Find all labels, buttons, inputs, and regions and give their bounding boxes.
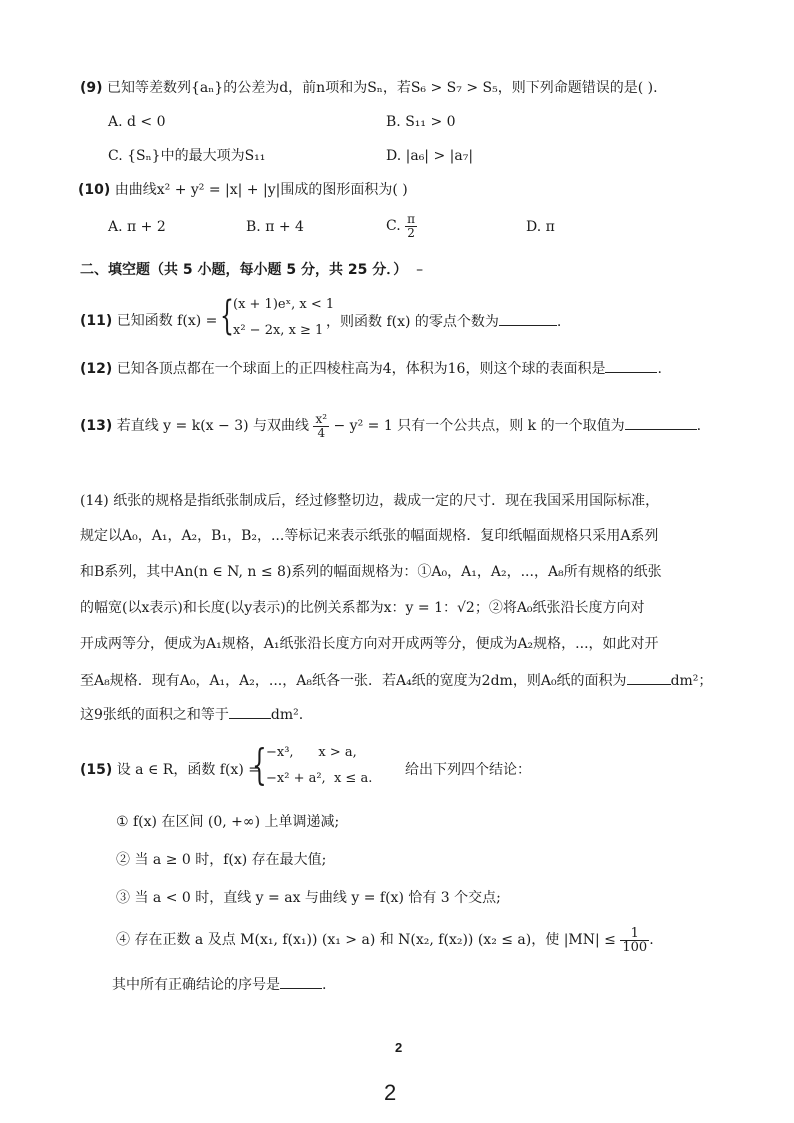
q13-answer-blank[interactable] [625, 415, 697, 430]
q14-line-7-text: 这9张纸的面积之和等于 [80, 707, 229, 723]
page-number-small: 2 [395, 1040, 403, 1055]
q10-option-c-fraction [405, 213, 417, 240]
q15-answer-blank[interactable] [280, 974, 322, 989]
q15-final [112, 974, 326, 995]
q15-c4-text: ④ 存在正数 a 及点 M(x₁, f(x₁)) (x₁ > a) 和 N(x₂, f(x₂)) (x₂ ≤ a)，使 |MN| ≤ [116, 932, 616, 948]
q15-case-1: −x³, x > a, [266, 745, 357, 760]
q10-stem-line [78, 180, 408, 200]
q11-tail [326, 311, 561, 332]
q10-c-denominator: 2 [407, 225, 415, 240]
q14-line-1: (14) 纸张的规格是指纸张制成后，经过修整切边，裁成一定的尺寸．现在我国采用国际标准， [80, 493, 660, 509]
q15-post: 给出下列四个结论： [405, 762, 531, 778]
q10-c-numerator: π [407, 211, 416, 226]
q10-option-b: B. π + 4 [246, 219, 304, 235]
q12-answer-blank[interactable] [605, 358, 657, 373]
q9-stem: 已知等差数列{aₙ}的公差为d，前n项和为Sₙ，若S₆ > S₇ > S₅，则下列命题错误的是( ). [107, 80, 658, 96]
q11-post: ，则函数 f(x) 的零点个数为 [326, 314, 499, 330]
q13-fraction-numerator: x² [315, 411, 328, 426]
q14-line-4: 的幅宽(以x表示)和长度(以y表示)的比例关系都为x：y = 1：√2；②将A₀纸张沿长度方向对 [80, 600, 645, 616]
q15-conclusion-4 [116, 920, 654, 960]
q9-option-a: A. d < 0 [108, 114, 166, 130]
q13-pre: 若直线 y = k(x − 3) 与双曲线 [116, 418, 310, 434]
q14-answer-blank-1[interactable] [627, 670, 671, 685]
q14-line-2: 规定以A₀，A₁，A₂，B₁，B₂，...等标记来表示纸张的幅面规格．复印纸幅面规格只采用A系列 [80, 528, 659, 544]
q15-brace: { [252, 740, 267, 789]
q9-option-c: C. {Sₙ}中的最大项为S₁₁ [108, 148, 266, 164]
q9-number: (9) [80, 80, 103, 96]
q10-option-c [386, 211, 417, 241]
q15-number: (15) [80, 762, 113, 778]
q15-final-end: . [322, 977, 327, 993]
q11-case-2: x² − 2x, x ≥ 1 [233, 323, 324, 338]
q10-option-d: D. π [526, 219, 555, 235]
q13-end: . [696, 418, 702, 434]
q9-option-d: D. |a₆| > |a₇| [386, 148, 474, 164]
q10-stem: 由曲线x² + y² = |x| + |y|围成的图形面积为( ) [114, 182, 408, 198]
q13-fraction-denominator: 4 [317, 425, 326, 440]
q15-case-2: −x² + a², x ≤ a. [266, 771, 373, 786]
q11-end: . [556, 314, 562, 330]
q15-c4-fraction [620, 927, 649, 954]
q14-line-3: 和B系列，其中An(n ∈ N, n ≤ 8)系列的幅面规格为：①A₀，A₁，A₂，...，A₈所有规格的纸张 [80, 564, 662, 580]
q14-unit-2: dm². [270, 707, 304, 723]
q9-option-b: B. S₁₁ > 0 [386, 114, 456, 130]
q15-c4-numerator: 1 [620, 927, 649, 941]
q15-pre: 设 a ∈ R，函数 f(x) = [116, 762, 260, 778]
q12-number: (12) [80, 361, 113, 377]
section-2-mark: – [416, 262, 424, 278]
q11-brace: { [220, 293, 234, 339]
q15-conclusion-2: ② 当 a ≥ 0 时，f(x) 存在最大值; [116, 852, 327, 868]
q14-unit-1: dm²； [670, 673, 713, 689]
q9-stem-line [80, 78, 658, 98]
q13-fraction [313, 413, 329, 440]
q14-line-6 [80, 670, 712, 691]
q13-number: (13) [80, 418, 113, 434]
q10-number: (10) [78, 182, 111, 198]
q15-conclusion-3: ③ 当 a < 0 时，直线 y = ax 与曲线 y = f(x) 恰有 3 个交点; [116, 890, 501, 906]
q11-pre: 已知函数 f(x) = [116, 313, 218, 329]
q12-line [80, 358, 662, 379]
q13-line [80, 408, 701, 444]
q15-final-text: 其中所有正确结论的序号是 [112, 977, 280, 993]
q11-line [80, 311, 217, 331]
section-2-heading [80, 260, 423, 280]
q15-line [80, 760, 260, 780]
q14-line-5: 开成两等分，便成为A₁规格，A₁纸张沿长度方向对开成两等分，便成为A₂规格，...，如此对开 [80, 636, 659, 652]
q11-answer-blank[interactable] [499, 311, 557, 326]
q10-option-c-prefix: C. [386, 218, 401, 234]
q15-c4-denominator: 100 [622, 939, 648, 955]
section-2-title: 二、填空题（共 5 小题，每小题 5 分，共 25 分．） [80, 262, 408, 278]
q14-line-6-text: 至A₈规格．现有A₀，A₁，A₂，...，A₈纸各一张．若A₄纸的宽度为2dm，则A₀纸的面积为 [80, 673, 627, 689]
page-number-large: 2 [384, 1080, 397, 1105]
q12-text: 已知各顶点都在一个球面上的正四棱柱高为4，体积为16，则这个球的表面积是 [116, 361, 606, 377]
q14-answer-blank-2[interactable] [229, 704, 271, 719]
q15-c4-end: . [649, 932, 654, 948]
q12-end: . [657, 361, 662, 377]
q13-post: − y² = 1 只有一个公共点，则 k 的一个取值为 [333, 418, 625, 434]
q11-number: (11) [80, 313, 113, 329]
q11-case-1: (x + 1)eˣ, x < 1 [233, 297, 335, 312]
q15-conclusion-1: ① f(x) 在区间 (0, +∞) 上单调递减; [116, 814, 340, 830]
q14-line-7 [80, 704, 303, 725]
q10-option-a: A. π + 2 [108, 219, 166, 235]
